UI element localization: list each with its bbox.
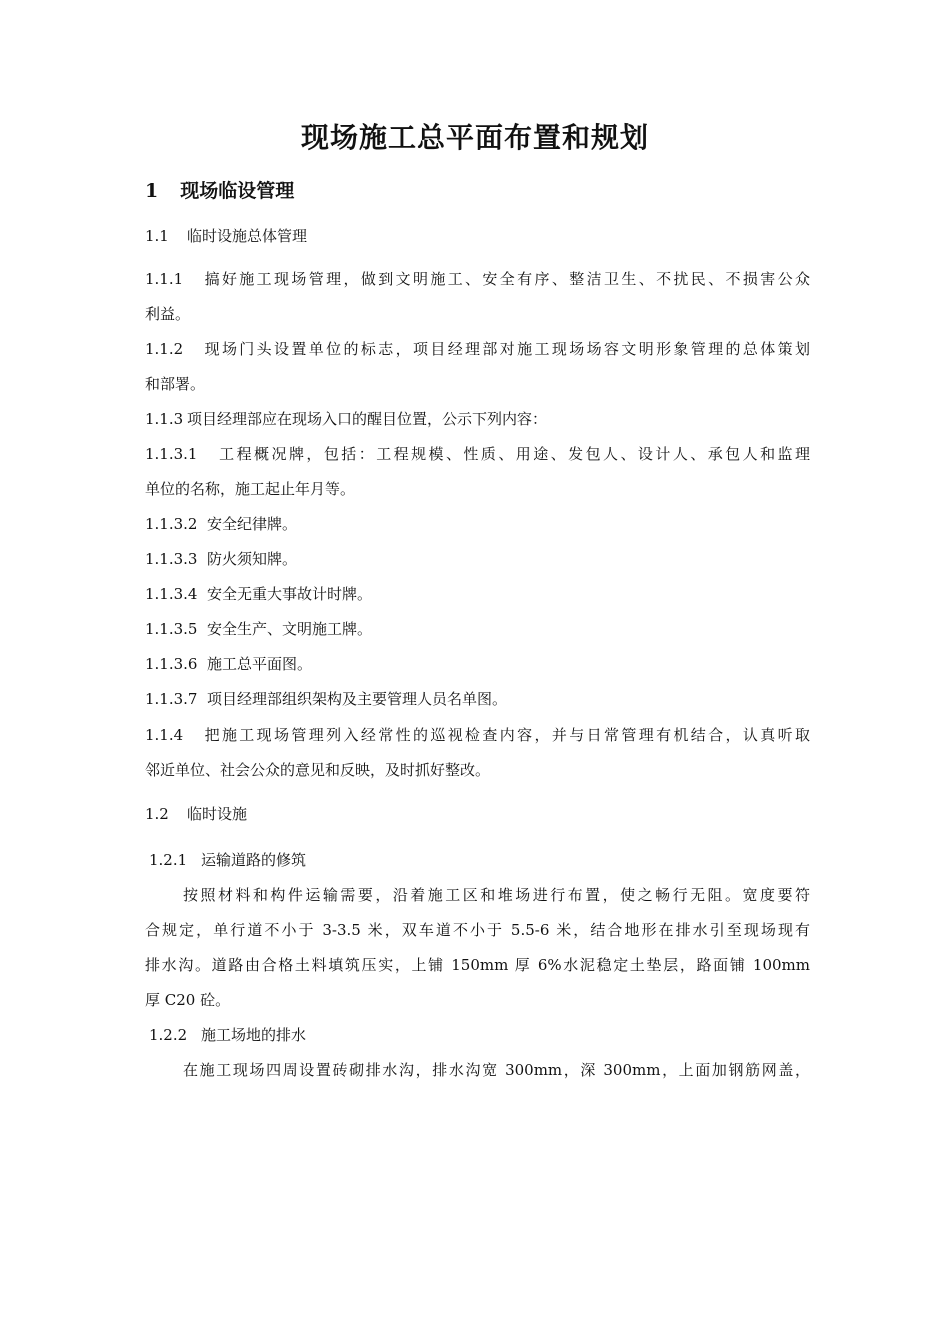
clause-text: 安全纪律牌。 [207,515,298,533]
paragraph-1-2-1-line4: 厚 C20 砼。 [145,991,231,1009]
clause-number: 1.1.1 [145,270,184,288]
clause-number: 1.1.3.4 [145,585,198,603]
clause-text: 施工场地的排水 [201,1026,307,1044]
clause-1-1-3-6 [145,654,810,674]
clause-1-1-3-3 [145,549,810,569]
clause-number: 1.1.4 [145,726,184,744]
clause-number: 1.1.3.2 [145,515,198,533]
clause-1-1-1-line1 [145,269,810,289]
clause-number: 1.1.3.5 [145,620,198,638]
clause-number: 1.1.3.6 [145,655,198,673]
clause-text: 项目经理部应在现场入口的醒目位置，公示下列内容： [187,410,548,428]
clause-number: 1.2.1 [149,851,188,869]
clause-1-1-1-line2: 利益。 [145,305,191,323]
clause-text: 工程概况牌，包括：工程规模、性质、用途、发包人、设计人、承包人和监理 [219,445,810,463]
clause-text: 把施工现场管理列入经常性的巡视检查内容，并与日常管理有机结合，认真听取 [204,726,810,744]
clause-text: 现场门头设置单位的标志，项目经理部对施工现场场容文明形象管理的总体策划 [204,340,810,358]
section-title: 现场临设管理 [180,180,295,202]
clause-number: 1.1.3 [145,410,184,428]
clause-1-1-3-1-line2: 单位的名称，施工起止年月等。 [145,480,356,498]
document-title: 现场施工总平面布置和规划 [300,121,649,154]
clause-1-1-4-line1 [145,725,810,745]
clause-text: 项目经理部组织架构及主要管理人员名单图。 [207,690,508,708]
clause-text: 安全无重大事故计时牌。 [207,585,373,603]
clause-1-1-4-line2: 邻近单位、社会公众的意见和反映，及时抓好整改。 [145,761,491,779]
clause-number: 1.1 [145,227,169,245]
clause-1-1-2-line2: 和部署。 [145,375,206,393]
clause-text: 运输道路的修筑 [201,851,307,869]
section-number: 1 [145,180,159,202]
clause-1-2-2 [149,1025,810,1045]
subsection-1-1 [145,226,810,246]
clause-1-2-1 [149,850,810,870]
clause-text: 临时设施总体管理 [187,227,308,245]
clause-text: 防火须知牌。 [207,550,298,568]
clause-number: 1.2 [145,805,169,823]
paragraph-1-2-1-line2: 合规定，单行道不小于 3-3.5 米，双车道不小于 5.5-6 米，结合地形在排水引至现场现有 [145,921,810,939]
clause-text: 临时设施 [187,805,248,823]
clause-1-1-3-4 [145,584,810,604]
clause-1-1-3-2 [145,514,810,534]
clause-number: 1.1.2 [145,340,184,358]
clause-1-1-3-5 [145,619,810,639]
clause-1-1-3-7 [145,689,810,709]
subsection-1-2 [145,804,810,824]
clause-text: 施工总平面图。 [207,655,313,673]
paragraph-1-2-2-line1: 在施工现场四周设置砖砌排水沟，排水沟宽 300mm，深 300mm，上面加钢筋网盖， [183,1061,810,1079]
paragraph-1-2-1-line3: 排水沟。道路由合格土料填筑压实，上铺 150mm 厚 6%水泥稳定土垫层，路面铺 100mm [145,956,810,974]
clause-1-1-2-line1 [145,339,810,359]
clause-number: 1.1.3.7 [145,690,198,708]
paragraph-1-2-1-line1: 按照材料和构件运输需要，沿着施工区和堆场进行布置，使之畅行无阻。宽度要符 [183,886,810,904]
clause-1-1-3 [145,409,810,429]
clause-number: 1.2.2 [149,1026,188,1044]
clause-1-1-3-1-line1 [145,444,810,464]
section-1-heading [145,176,294,203]
clause-number: 1.1.3.3 [145,550,198,568]
clause-text: 搞好施工现场管理，做到文明施工、安全有序、整洁卫生、不扰民、不损害公众 [204,270,810,288]
clause-text: 安全生产、文明施工牌。 [207,620,373,638]
clause-number: 1.1.3.1 [145,445,198,463]
